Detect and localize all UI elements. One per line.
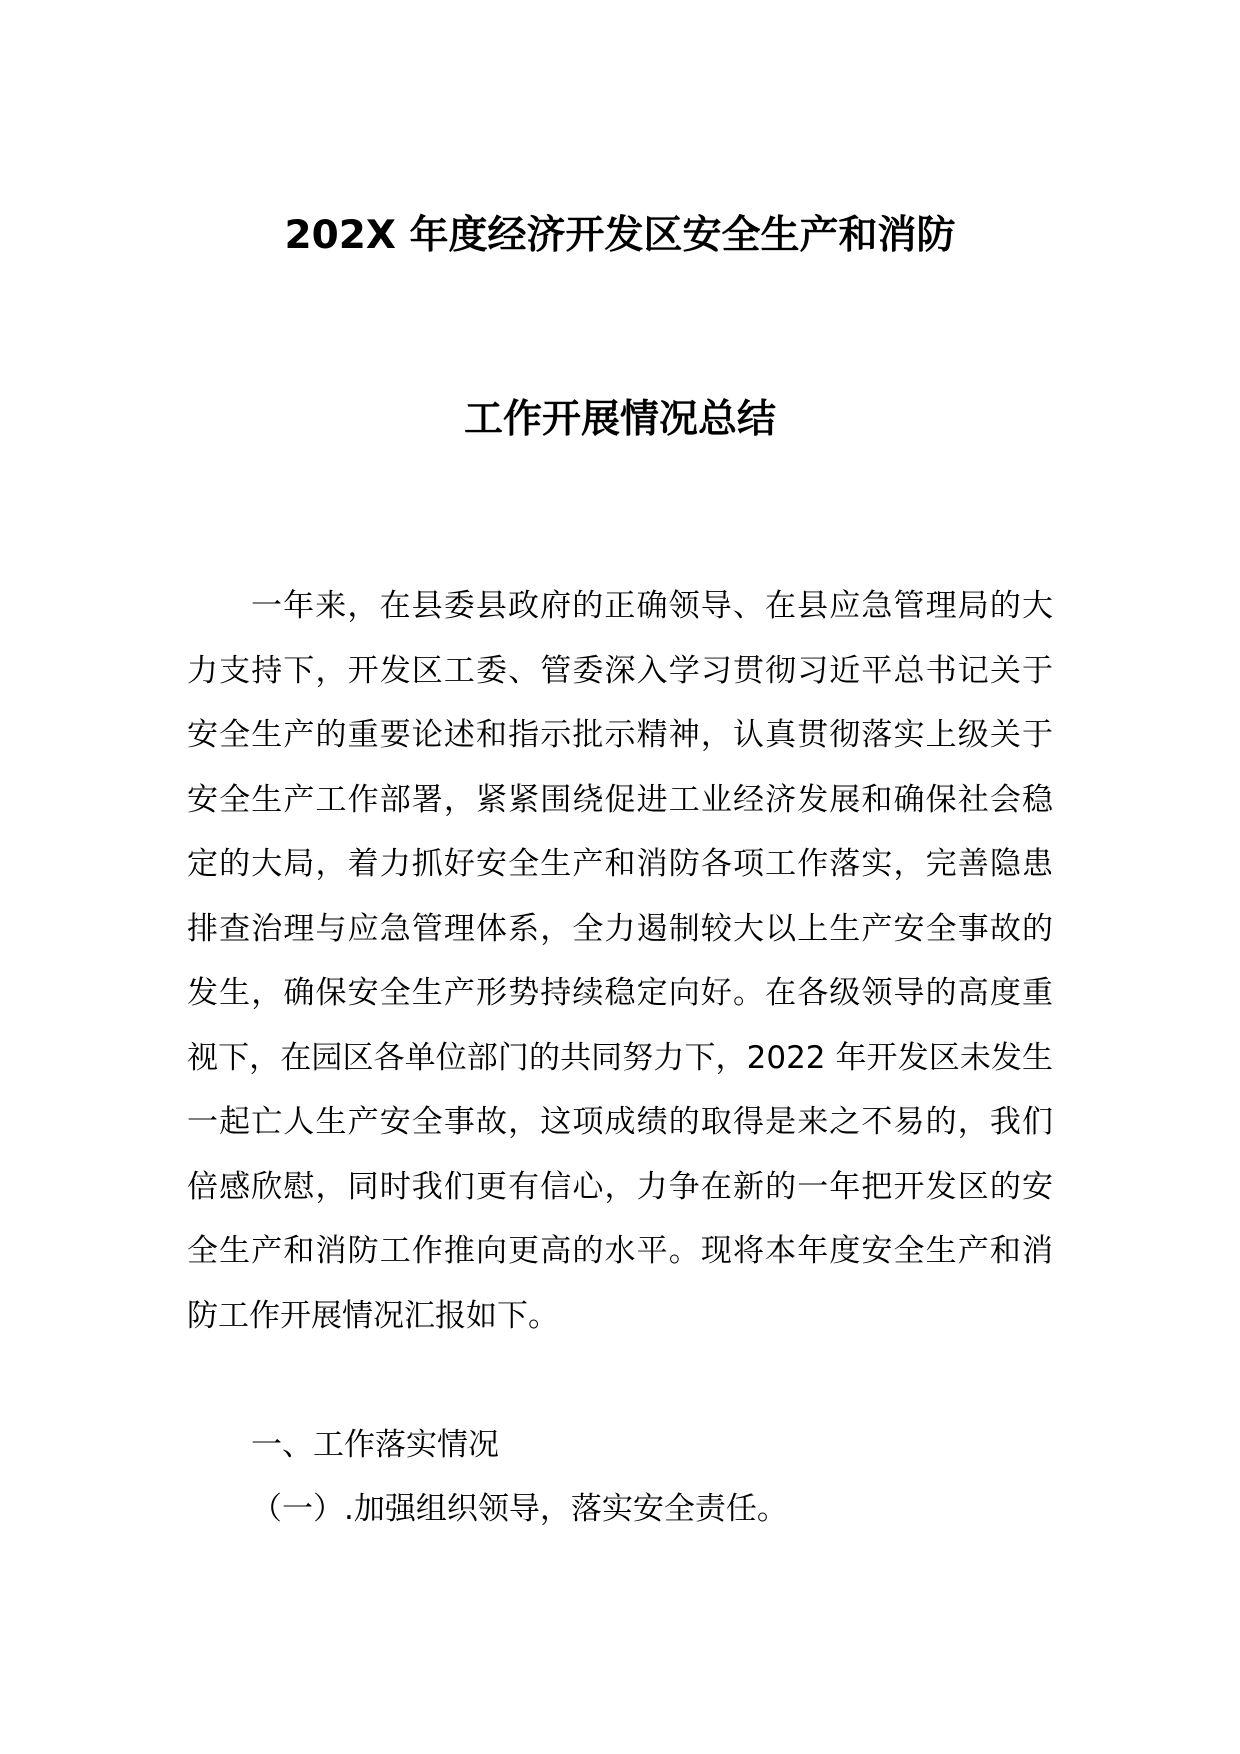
document-title-line-2: 工作开展情况总结 (463, 397, 776, 442)
section-heading: 一、工作落实情况 (251, 1427, 499, 1463)
document-title-line-1: 202X 年度经济开发区安全生产和消防 (284, 213, 956, 258)
body-paragraph: 一年来，在县委县政府的正确领导、在县应急管理局的大力支持下，开发区工委、管委深入学习贯彻习近平总书记关于安全生产的重要论述和指示批示精神，认真贯彻落实上级关于安全生产工作部署，紧紧围绕促进工业经济发展和确保社会稳定的大局，着力抓好安全生产和消防各项工作落实，完善隐患排查治理与应急管理体系，全力遏制较大以上生产安全事故的发生，确保安全生产形势持续稳定向好。在各级领导的高度重视下，在园区各单位部门的共同努力下，2022 年开发区未发生一起亡人生产安全事故，这项成绩的取得是来之不易的，我们倍感欣慰，同时我们更有信心，力争在新的一年把开发区的安全生产和消防工作推向更高的水平。现将本年度安全生产和消防工作开展情况汇报如下。 (187, 588, 1053, 1334)
subsection-heading: （一）.加强组织领导，落实安全责任。 (251, 1491, 788, 1527)
